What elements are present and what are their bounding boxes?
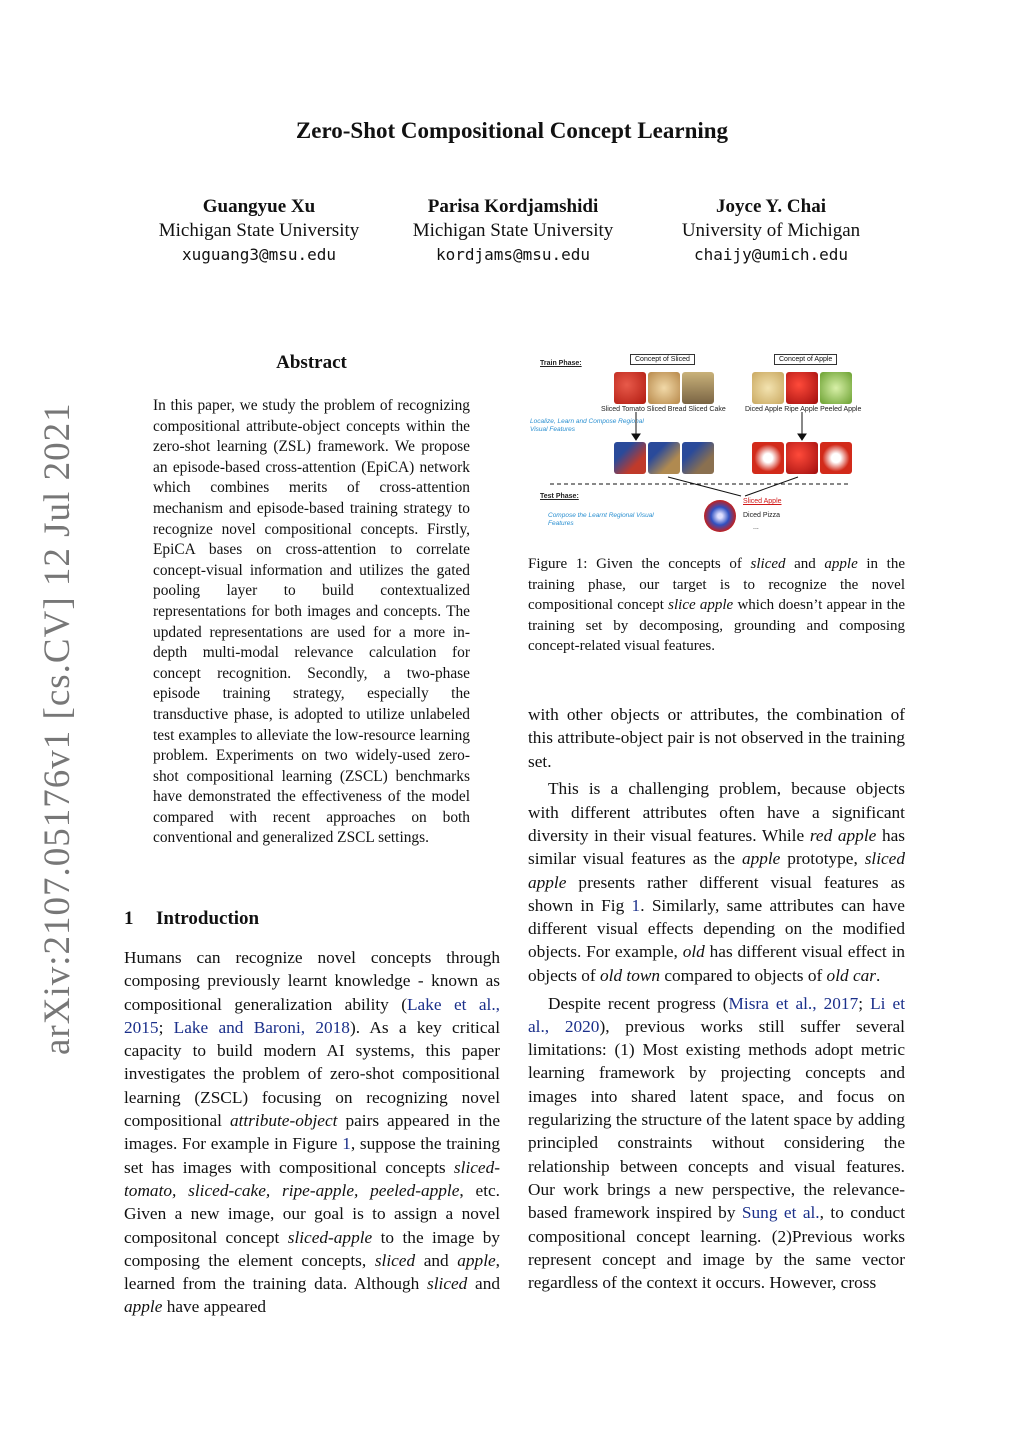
- text-run: presents rather different visual features as shown in Fig: [528, 872, 905, 915]
- author-email: chaijy@umich.edu: [693, 245, 849, 264]
- intro-left-column: [124, 946, 500, 1319]
- intro-paragraph: [124, 946, 500, 1319]
- author-name: Parisa Kordjamshidi: [427, 196, 599, 217]
- emphasis: sliced: [427, 1274, 468, 1294]
- arrow-compose-right: [745, 477, 798, 496]
- text-run: which doesn’t appear in the training set by decomposing, grounding and composing concept-related visual features.: [528, 597, 905, 655]
- citation-link[interactable]: Misra et al., 2017: [728, 993, 859, 1013]
- text-run: ;: [158, 1017, 174, 1037]
- apple-labels: Diced Apple Ripe Apple Peeled Apple: [745, 406, 862, 413]
- emphasis: sliced: [750, 556, 786, 572]
- localize-caption: Localize, Learn and Compose Regional Visual Features: [530, 418, 644, 433]
- text-run: to the image by composing the element concepts,: [124, 1227, 500, 1270]
- author-name: Joyce Y. Chai: [716, 196, 826, 217]
- text-run: , etc. Given a new image, our goal is to assign a novel compositonal concept: [124, 1180, 500, 1247]
- regional-feature-5: [786, 442, 818, 474]
- emphasis: apple: [824, 556, 858, 572]
- text-run: ), previous works still suffer several limitations: (1) Most existing methods adopt metric learning framework by projecting concepts and images into shared latent space, and focus on regularizing the structure of the latent space by adding principled constraints without considering the relationship between concepts and visual features. Our work brings a new perspective, the relevance-based framework inspired by: [528, 1016, 905, 1223]
- regional-feature-3: [682, 442, 714, 474]
- arrow-apple-head: [798, 434, 806, 440]
- regional-feature-1: [614, 442, 646, 474]
- emphasis: old car: [826, 965, 876, 985]
- regional-feature-4: [752, 442, 784, 474]
- result-sliced-apple: Sliced Apple: [743, 498, 782, 505]
- text-run: This is a challenging problem, because objects with different attributes often have a significant diversity in their visual features. While: [528, 779, 905, 845]
- emphasis: red apple: [809, 825, 877, 845]
- emphasis: apple: [741, 849, 781, 869]
- text-run: and: [415, 1250, 458, 1270]
- section-number: 1: [124, 908, 134, 929]
- text-run: Despite recent progress (: [548, 993, 729, 1013]
- intro-paragraph: [528, 777, 905, 987]
- citation-link[interactable]: Lake and Baroni, 2018: [173, 1017, 350, 1037]
- test-image: [704, 500, 736, 532]
- text-run: has different visual effect in objects of: [528, 942, 906, 985]
- emphasis: sliced-apple: [287, 1227, 373, 1247]
- text-run: ;: [858, 993, 871, 1013]
- figure-ref-link[interactable]: 1: [631, 895, 641, 915]
- author-1: [139, 195, 379, 267]
- text-run: , learned from the training data. Although: [124, 1250, 500, 1294]
- text-run: pairs appeared in the images. For example in Figure: [124, 1111, 500, 1154]
- emphasis: apple: [457, 1250, 496, 1270]
- emphasis: old town: [600, 965, 661, 985]
- figure-ref-link[interactable]: 1: [342, 1134, 351, 1154]
- arrow-compose-left: [668, 477, 741, 496]
- regional-feature-6: [820, 442, 852, 474]
- figure-caption: [528, 554, 905, 657]
- intro-right-column: [528, 703, 905, 1294]
- text-run: . Similarly, same attributes can have different visual effects depending on the modified objects. For example,: [528, 895, 905, 962]
- text-run: has similar visual features as the: [528, 825, 906, 869]
- author-3: [651, 195, 891, 267]
- arrow-sliced-head: [632, 434, 640, 440]
- text-run: prototype,: [780, 849, 865, 869]
- text-run: .: [876, 965, 881, 985]
- text-run: Humans can recognize novel concepts through composing previously learnt knowledge - known as compositional generalization ability (: [124, 948, 500, 1014]
- text-run: Figure 1: Given the concepts of: [528, 556, 751, 572]
- text-run: and: [785, 556, 825, 572]
- emphasis: slice apple: [668, 597, 734, 614]
- text-run: in the training phase, our target is to recognize the novel compositional concept: [528, 556, 905, 614]
- emphasis: sliced apple: [528, 849, 905, 892]
- paper-title: Zero-Shot Compositional Concept Learning: [295, 118, 729, 143]
- figure-1: [528, 350, 905, 550]
- emphasis: sliced: [374, 1250, 416, 1270]
- result-ellipsis: ...: [753, 524, 759, 531]
- text-run: have appeared: [162, 1297, 267, 1317]
- text-run: and: [467, 1274, 500, 1294]
- concept-sliced-box: Concept of Sliced: [630, 354, 695, 365]
- text-run: ). As a key critical capacity to build modern AI systems, this paper investigates the problem of zero-shot compositional learning (ZSCL) focusing on recognizing novel compositional: [124, 1017, 501, 1131]
- emphasis: old: [682, 942, 705, 962]
- emphasis: apple: [124, 1297, 163, 1317]
- author-affiliation: Michigan State University: [158, 220, 360, 241]
- intro-paragraph: [528, 992, 905, 1295]
- abstract-heading: Abstract: [276, 352, 347, 373]
- text-run: , to conduct compositional concept learning. (2)Previous works represent concept and image by the same vector regardless of the context it occurs. However, cross: [528, 1203, 905, 1293]
- author-email: kordjams@msu.edu: [435, 245, 591, 264]
- result-diced-pizza: Diced Pizza: [743, 512, 780, 519]
- author-2: [393, 195, 633, 267]
- concept-apple-box: Concept of Apple: [774, 354, 837, 365]
- regional-feature-2: [648, 442, 680, 474]
- test-phase-label: Test Phase:: [540, 493, 579, 500]
- intro-paragraph: with other objects or attributes, the combination of this attribute-object pair is not observed in the training set.: [528, 705, 905, 771]
- emphasis: sliced-tomato, sliced-cake, ripe-apple, peeled-apple: [124, 1157, 500, 1200]
- author-affiliation: University of Michigan: [681, 220, 861, 241]
- emphasis: attribute-object: [229, 1111, 338, 1131]
- section-title: Introduction: [156, 908, 260, 929]
- text-run: , suppose the training set has images with compositional concepts: [124, 1134, 501, 1177]
- author-affiliation: Michigan State University: [412, 220, 614, 241]
- sliced-labels: Sliced Tomato Sliced Bread Sliced Cake: [601, 406, 726, 413]
- citation-link[interactable]: Lake et al., 2015: [124, 994, 500, 1037]
- text-run: compared to objects of: [660, 965, 827, 985]
- author-email: xuguang3@msu.edu: [181, 245, 337, 264]
- citation-link[interactable]: Li et al., 2020: [528, 993, 905, 1036]
- citation-link[interactable]: Sung et al.: [741, 1203, 820, 1223]
- section-heading: [124, 908, 259, 930]
- compose-caption: Compose the Learnt Regional Visual Features: [548, 512, 654, 527]
- abstract-text: In this paper, we study the problem of recognizing compositional attribute-object concepts within the zero-shot learning (ZSL) framework. We propose an episode-based cross-attention (EpiCA) network which combines merits of cross-attention mechanism and episode-based training strategy to recognize novel compositional concepts. Firstly, EpiCA bases on cross-attention to correlate concept-visual information and utilizes the gated pooling layer to build contextualized representations for both images and concepts. The updated representations are used for a more in-depth multi-modal relevance calculation for concept recognition. Secondly, a two-phase episode training strategy, especially the transductive phase, is adopted to utilize unlabeled test examples to alleviate the low-resource learning problem. Experiments on two widely-used zero-shot compositional learning (ZSCL) benchmarks have demonstrated the effectiveness of the model compared with recent approaches on both conventional and generalized ZSCL settings.: [153, 397, 470, 847]
- author-name: Guangyue Xu: [202, 196, 316, 217]
- train-phase-label: Train Phase:: [540, 360, 582, 367]
- arxiv-stamp: arXiv:2107.05176v1 [cs.CV] 12 Jul 2021: [37, 402, 78, 1055]
